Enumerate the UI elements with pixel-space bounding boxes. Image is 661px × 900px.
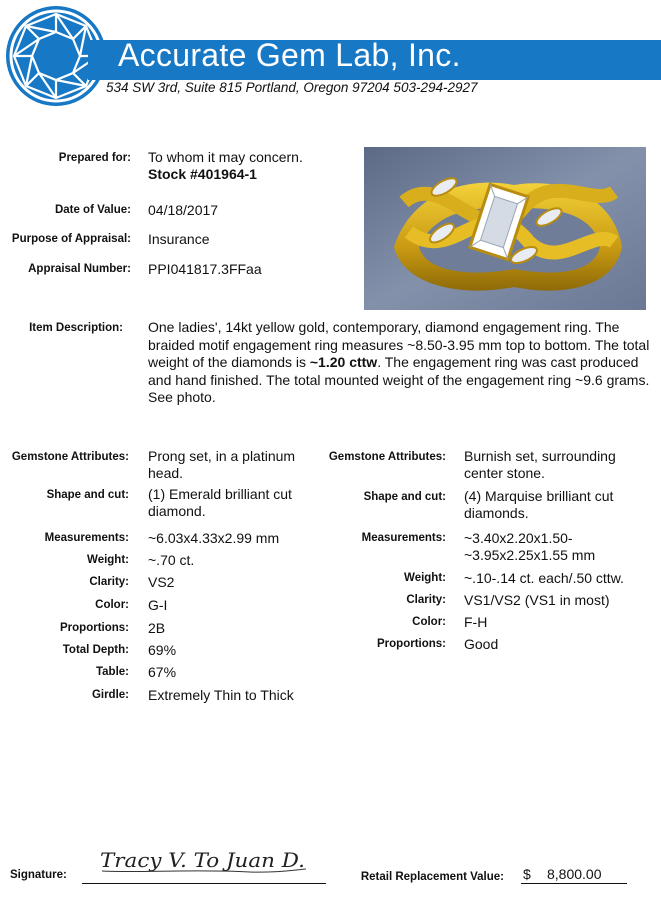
right-weight-label: Weight: bbox=[404, 572, 446, 584]
right-clarity-label: Clarity: bbox=[406, 594, 446, 606]
left-depth-value: 69% bbox=[148, 642, 177, 658]
right-measurements-label: Measurements: bbox=[361, 532, 446, 544]
currency-symbol: $ bbox=[523, 866, 531, 882]
stock-number: Stock #401964-1 bbox=[148, 166, 257, 182]
left-table-label: Table: bbox=[95, 666, 129, 678]
left-girdle-value: Extremely Thin to Thick bbox=[148, 687, 294, 703]
date-of-value: 04/18/2017 bbox=[148, 202, 219, 218]
svg-text:Tracy V. To Juan D.: Tracy V. To Juan D. bbox=[100, 848, 305, 872]
right-attributes-label: Gemstone Attributes: bbox=[328, 451, 446, 463]
left-weight-label: Weight: bbox=[87, 554, 129, 566]
company-name: Accurate Gem Lab, Inc. bbox=[118, 37, 461, 73]
appraisal-number: PPI041817.3FFaa bbox=[148, 261, 262, 277]
left-proportions-label: Proportions: bbox=[60, 622, 129, 634]
right-shape-label: Shape and cut: bbox=[363, 491, 446, 503]
left-attributes-value: Prong set, in a platinum head. bbox=[148, 448, 296, 481]
left-table-value: 67% bbox=[148, 664, 177, 680]
prepared-for-value: To whom it may concern. bbox=[148, 149, 303, 165]
left-depth-label: Total Depth: bbox=[62, 644, 129, 656]
left-clarity-label: Clarity: bbox=[89, 576, 129, 588]
left-shape-label: Shape and cut: bbox=[46, 489, 129, 501]
price-line bbox=[521, 883, 627, 884]
total-weight-bold: ~1.20 cttw bbox=[309, 354, 378, 370]
left-girdle-label: Girdle: bbox=[91, 689, 129, 701]
right-weight-value: ~.10-.14 ct. each/.50 cttw. bbox=[464, 570, 624, 586]
right-color-label: Color: bbox=[412, 616, 446, 628]
signature-line bbox=[82, 883, 326, 884]
ring-photo bbox=[364, 147, 646, 310]
right-proportions-label: Proportions: bbox=[377, 638, 446, 650]
signature-image bbox=[100, 845, 310, 877]
signature-label: Signature: bbox=[10, 869, 67, 881]
left-color-value: G-I bbox=[148, 597, 168, 613]
item-description: One ladies', 14kt yellow gold, contemporary, diamond engagement ring. The braided motif engagement ring measures ~8.50-3.95 mm top to bottom. The total weight of the diamonds is ~1.20 cttw. The engagement ring was cast produced and hand finished. The total mounted weight of the engagement ring ~9.6 grams. See photo. bbox=[148, 319, 650, 405]
purpose-value: Insurance bbox=[148, 231, 210, 247]
appraisal-number-label: Appraisal Number: bbox=[28, 263, 131, 275]
left-measurements-value: ~6.03x4.33x2.99 mm bbox=[148, 530, 280, 546]
right-clarity-value: VS1/VS2 (VS1 in most) bbox=[464, 592, 610, 608]
company-address: 534 SW 3rd, Suite 815 Portland, Oregon 97204 503-294-2927 bbox=[106, 80, 478, 95]
right-color-value: F-H bbox=[464, 614, 488, 630]
left-clarity-value: VS2 bbox=[148, 574, 175, 590]
date-of-value-label: Date of Value: bbox=[54, 204, 131, 216]
left-shape-value: (1) Emerald brilliant cut diamond. bbox=[148, 486, 292, 519]
replacement-value-label: Retail Replacement Value: bbox=[360, 871, 504, 883]
left-attributes-label: Gemstone Attributes: bbox=[11, 451, 129, 463]
left-color-label: Color: bbox=[95, 599, 129, 611]
left-weight-value: ~.70 ct. bbox=[148, 552, 195, 568]
right-proportions-value: Good bbox=[464, 636, 499, 652]
right-measurements-value: ~3.40x2.20x1.50-~3.95x2.25x1.55 mm bbox=[464, 530, 596, 563]
left-proportions-value: 2B bbox=[148, 620, 166, 636]
replacement-value: 8,800.00 bbox=[547, 866, 602, 882]
right-attributes-value: Burnish set, surrounding center stone. bbox=[464, 448, 616, 481]
prepared-for-label: Prepared for: bbox=[58, 152, 131, 164]
item-description-label: Item Description: bbox=[29, 322, 123, 334]
purpose-label: Purpose of Appraisal: bbox=[11, 233, 131, 245]
right-shape-value: (4) Marquise brilliant cut diamonds. bbox=[464, 488, 614, 521]
left-measurements-label: Measurements: bbox=[44, 532, 129, 544]
